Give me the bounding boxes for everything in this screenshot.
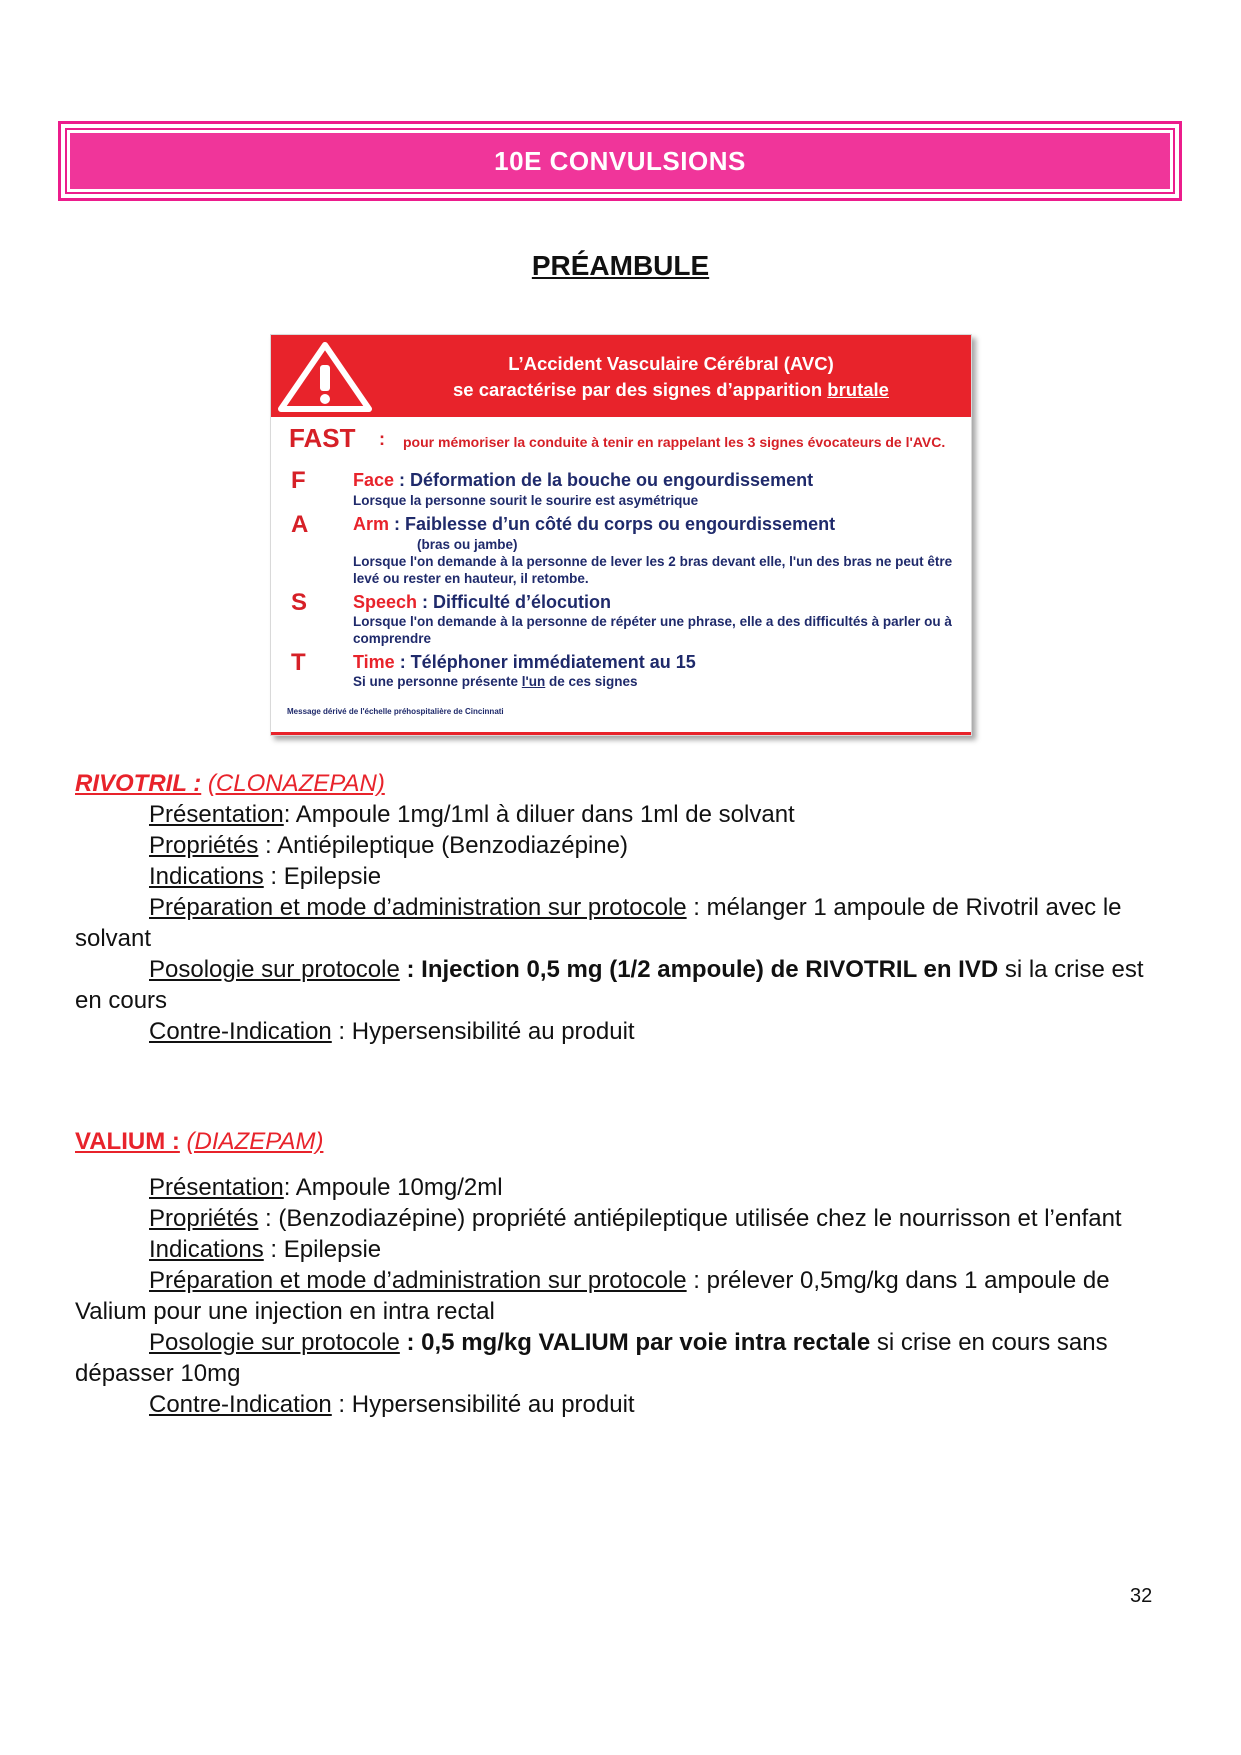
rivotril-preparation: Préparation et mode d’administration sur protocole : mélanger 1 ampoule de Rivotril avec le solvant: [75, 894, 1122, 952]
card-header: [271, 335, 971, 417]
title-banner-frame: [65, 128, 1175, 194]
face-keyword: Face: [353, 470, 395, 490]
fast-description: pour mémoriser la conduite à tenir en rappelant les 3 signes évocateurs de l'AVC.: [403, 434, 946, 450]
rivotril-title: RIVOTRIL : (CLONAZEPAN): [75, 770, 385, 797]
arm-sub-note: (bras ou jambe): [417, 537, 518, 552]
title-banner-fill: [70, 133, 1170, 189]
fast-avc-card: [270, 334, 972, 736]
page-title: 10E CONVULSIONS: [494, 145, 746, 176]
valium-section: [75, 1126, 1175, 1420]
rivotril-section: [75, 768, 1175, 1047]
letter-f: F: [291, 467, 306, 494]
rivotril-posologie: Posologie sur protocole : Injection 0,5 mg (1/2 ampoule) de RIVOTRIL en IVD si la crise est en cours: [75, 956, 1144, 1014]
valium-presentation: Présentation: Ampoule 10mg/2ml: [149, 1174, 503, 1201]
preamble-heading: PRÉAMBULE: [531, 250, 710, 281]
page-number: 32: [1130, 1585, 1153, 1607]
valium-contre-indication: Contre-Indication : Hypersensibilité au produit: [149, 1391, 635, 1418]
arm-line: [353, 513, 958, 535]
rivotril-proprietes: Propriétés : Antiépileptique (Benzodiazépine): [149, 832, 628, 859]
rivotril-indications: Indications : Epilepsie: [149, 863, 382, 890]
arm-desc: : Faiblesse d’un côté du corps ou engourdissement: [389, 514, 836, 534]
valium-indications: Indications : Epilepsie: [149, 1236, 382, 1263]
speech-line: [353, 591, 958, 613]
letter-a: A: [291, 511, 309, 538]
letter-t: T: [291, 649, 306, 676]
time-sub: Si une personne présente l'un de ces signes: [353, 674, 638, 689]
arm-keyword: Arm: [353, 514, 390, 534]
time-line: [353, 651, 958, 673]
face-sub: Lorsque la personne sourit le sourire est asymétrique: [353, 493, 699, 508]
arm-sub: Lorsque l'on demande à la personne de lever les 2 bras devant elle, l'un des bras ne peut être levé ou rester en hauteur, il retombe.: [353, 554, 953, 586]
card-footnote: Message dérivé de l'échelle préhospitalière de Cincinnati: [287, 707, 504, 716]
rivotril-presentation: Présentation: Ampoule 1mg/1ml à diluer dans 1ml de solvant: [149, 801, 795, 828]
face-line: [353, 469, 958, 491]
fast-acronym: FAST: [289, 423, 356, 453]
title-banner: [58, 121, 1182, 201]
card-title-line2: se caractérise par des signes d’apparition brutale: [453, 379, 889, 400]
card-title: [381, 351, 961, 403]
fast-colon: :: [379, 429, 385, 449]
valium-title: VALIUM : (DIAZEPAM): [75, 1128, 324, 1155]
speech-keyword: Speech: [353, 592, 418, 612]
time-keyword: Time: [353, 652, 395, 672]
card-bottom-rule: [271, 732, 971, 735]
speech-desc: : Difficulté d’élocution: [417, 592, 612, 612]
card-title-line1: L’Accident Vasculaire Cérébral (AVC): [508, 353, 834, 374]
valium-preparation: Préparation et mode d’administration sur protocole : prélever 0,5mg/kg dans 1 ampoule de Valium pour une injection en intra rectal: [75, 1267, 1110, 1325]
time-desc: : Téléphoner immédiatement au 15: [394, 652, 696, 672]
face-desc: : Déformation de la bouche ou engourdissement: [394, 470, 814, 490]
speech-sub: Lorsque l'on demande à la personne de répéter une phrase, elle a des difficultés à parler ou à comprendre: [353, 614, 952, 646]
warning-triangle-icon: [277, 341, 373, 413]
rivotril-contre-indication: Contre-Indication : Hypersensibilité au produit: [149, 1018, 635, 1045]
valium-posologie: Posologie sur protocole : 0,5 mg/kg VALIUM par voie intra rectale si crise en cours sans dépasser 10mg: [75, 1329, 1108, 1387]
letter-s: S: [291, 589, 308, 616]
valium-proprietes: Propriétés : (Benzodiazépine) propriété antiépileptique utilisée chez le nourrisson et l’enfant: [149, 1205, 1122, 1232]
